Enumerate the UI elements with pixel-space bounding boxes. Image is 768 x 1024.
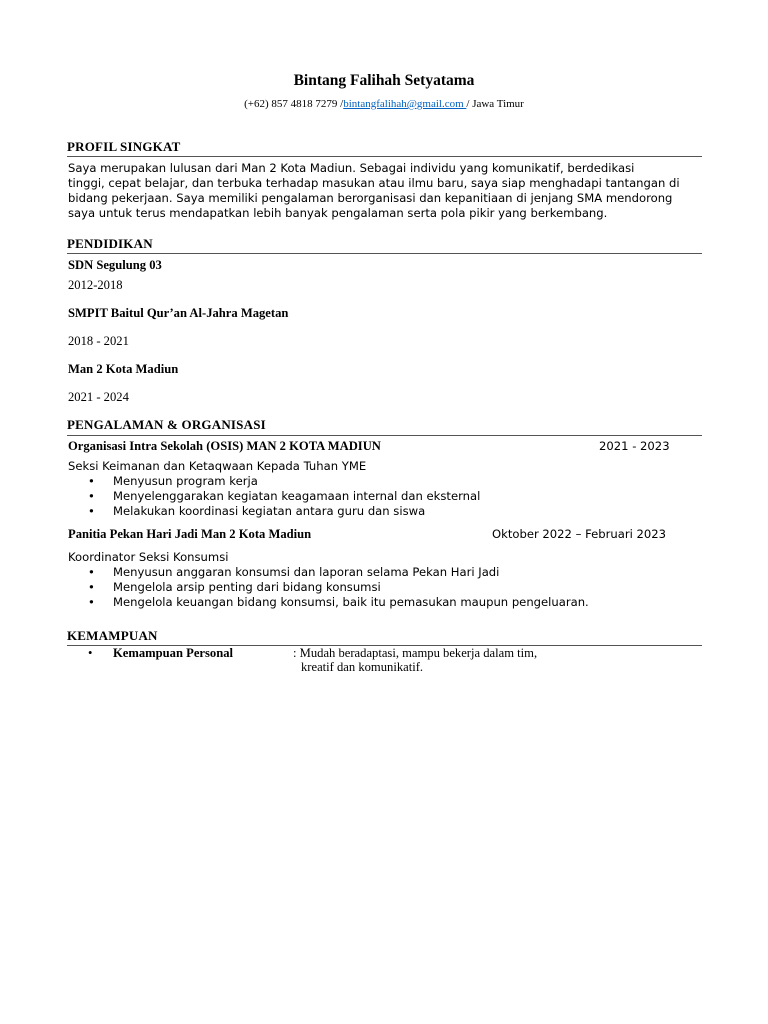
experience-period: Oktober 2022 – Februari 2023 xyxy=(492,527,667,541)
bullet-marker: • xyxy=(88,489,95,503)
bullet-marker: • xyxy=(88,646,93,660)
school-name: Man 2 Kota Madiun xyxy=(68,362,179,376)
email-link[interactable]: bintangfalihah@gmail.com xyxy=(343,98,467,110)
experience-role: Koordinator Seksi Konsumsi xyxy=(68,550,229,564)
section-heading-pendidikan: PENDIDIKAN xyxy=(67,236,153,251)
experience-bullet: Menyusun anggaran konsumsi dan laporan selama Pekan Hari Jadi xyxy=(113,565,500,579)
bullet-marker: • xyxy=(88,580,95,594)
experience-role: Seksi Keimanan dan Ketaqwaan Kepada Tuhan YME xyxy=(68,459,367,473)
bullet-marker: • xyxy=(88,474,95,488)
skill-label: Kemampuan Personal xyxy=(113,646,233,660)
school-name: SDN Segulung 03 xyxy=(68,258,162,272)
experience-bullet: Melakukan koordinasi kegiatan antara guru dan siswa xyxy=(113,504,426,518)
experience-bullet: Mengelola arsip penting dari bidang konsumsi xyxy=(113,580,381,594)
experience-bullet: Mengelola keuangan bidang konsumsi, baik itu pemasukan maupun pengeluaran. xyxy=(113,595,589,609)
section-divider xyxy=(67,156,702,157)
experience-title: Organisasi Intra Sekolah (OSIS) MAN 2 KOTA MADIUN xyxy=(68,439,381,453)
profil-line: saya untuk terus mendapatkan lebih banyak pengalaman serta pola pikir yang berkembang. xyxy=(68,206,608,220)
section-heading-kemampuan: KEMAMPUAN xyxy=(67,628,158,643)
skill-value: : Mudah beradaptasi, mampu bekerja dalam tim, xyxy=(293,646,538,660)
school-years: 2018 - 2021 xyxy=(68,334,129,348)
profil-line: Saya merupakan lulusan dari Man 2 Kota Madiun. Sebagai individu yang komunikatif, berdedikasi xyxy=(68,161,635,175)
skill-value-continued: kreatif dan komunikatif. xyxy=(301,660,424,674)
location: / Jawa Timur xyxy=(466,98,524,110)
bullet-marker: • xyxy=(88,595,95,609)
phone-number: (+62) 857 4818 7279 / xyxy=(244,98,344,110)
section-divider xyxy=(67,435,702,436)
school-name: SMPIT Baitul Qur’an Al-Jahra Magetan xyxy=(68,306,289,320)
school-years: 2021 - 2024 xyxy=(68,390,129,404)
experience-bullet: Menyelenggarakan kegiatan keagamaan internal dan eksternal xyxy=(113,489,481,503)
section-heading-pengalaman: PENGALAMAN & ORGANISASI xyxy=(67,417,266,432)
resume-name: Bintang Falihah Setyatama xyxy=(293,72,475,89)
section-heading-profil: PROFIL SINGKAT xyxy=(67,139,181,154)
profil-line: tinggi, cepat belajar, dan terbuka terhadap masukan atau ilmu baru, saya siap menghadapi tantangan di xyxy=(68,176,680,190)
contact-line xyxy=(0,98,768,110)
section-divider xyxy=(67,253,702,254)
bullet-marker: • xyxy=(88,504,95,518)
experience-period: 2021 - 2023 xyxy=(599,439,670,453)
profil-line: bidang pekerjaan. Saya memiliki pengalaman berorganisasi dan kepanitiaan di jenjang SMA mendorong xyxy=(68,191,673,205)
experience-bullet: Menyusun program kerja xyxy=(113,474,258,488)
experience-title: Panitia Pekan Hari Jadi Man 2 Kota Madiun xyxy=(68,527,312,541)
profil-paragraph xyxy=(68,161,680,221)
bullet-marker: • xyxy=(88,565,95,579)
school-years: 2012-2018 xyxy=(68,278,123,292)
